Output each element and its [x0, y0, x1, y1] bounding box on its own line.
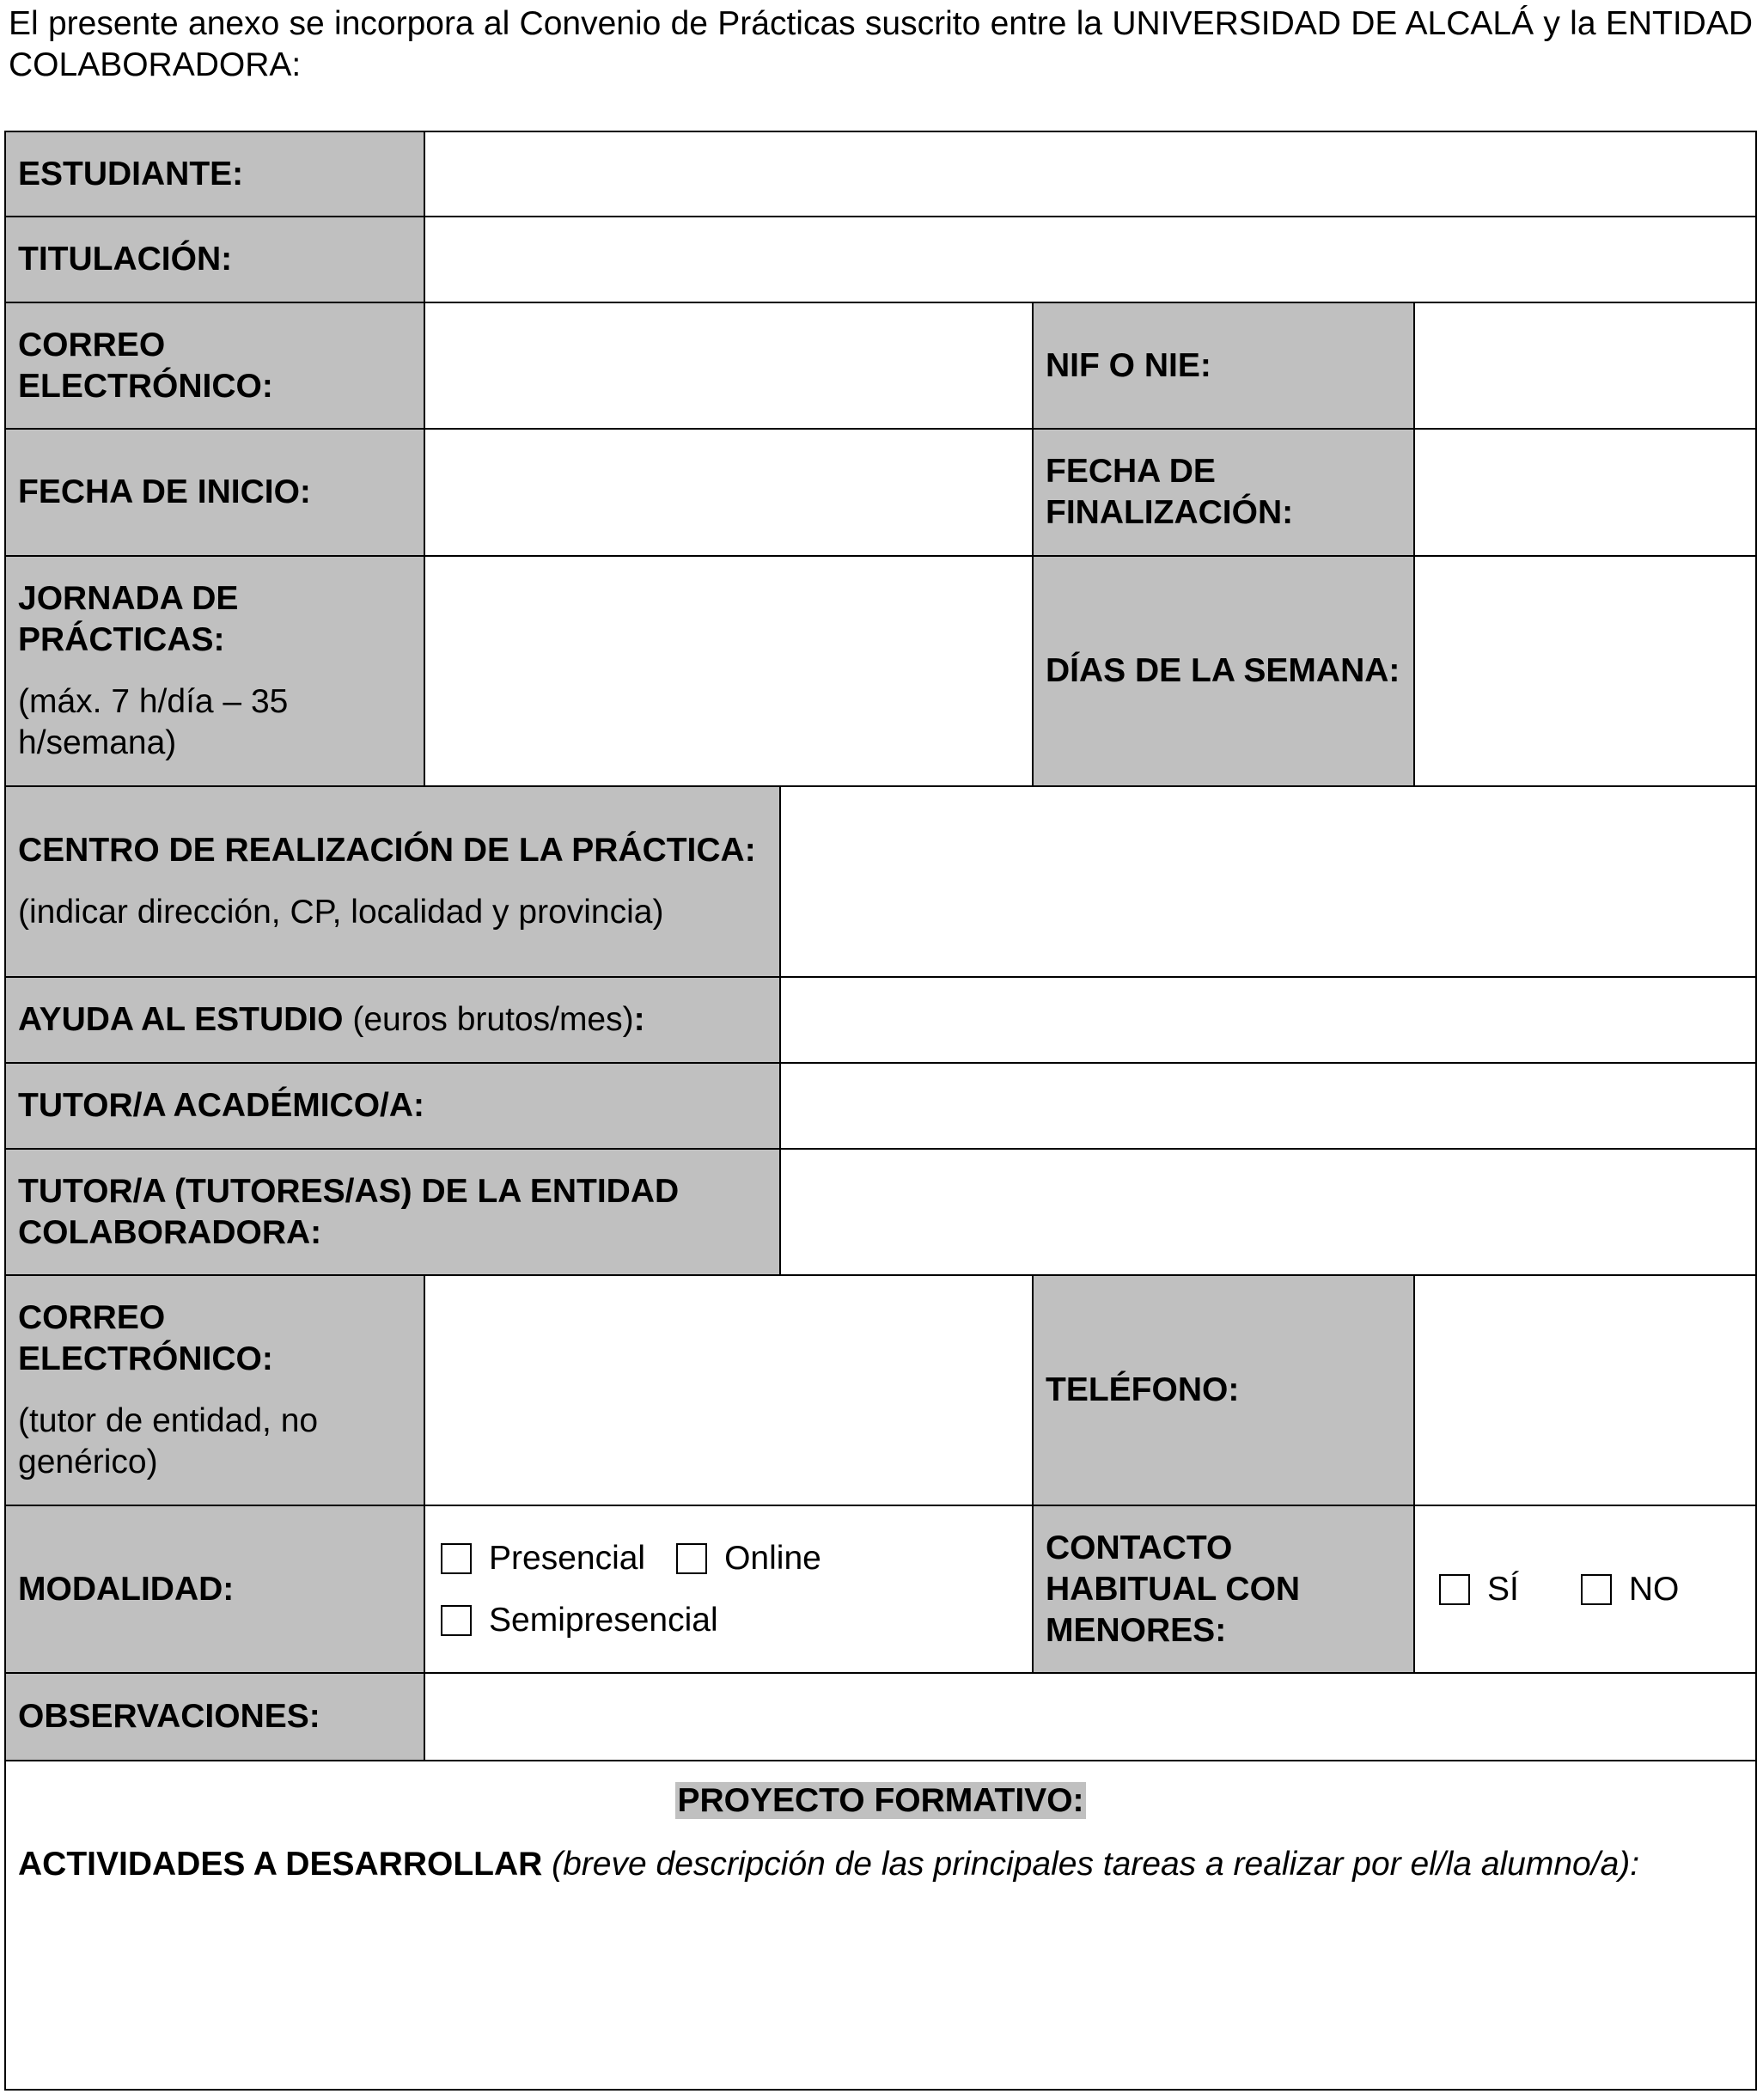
label-correo-tutor-text: CORREO ELECTRÓNICO:	[18, 1299, 273, 1377]
label-estudiante	[4, 131, 425, 217]
label-tutor-entidad	[4, 1148, 781, 1276]
label-fecha-inicio	[4, 428, 425, 557]
label-titulacion-text: TITULACIÓN:	[18, 241, 233, 278]
label-correo-tutor-note: (tutor de entidad, no genérico)	[18, 1402, 319, 1480]
option-si-label: SÍ	[1487, 1570, 1519, 1608]
label-telefono	[1032, 1274, 1415, 1506]
label-fecha-fin-text: FECHA DE FINALIZACIÓN:	[1046, 453, 1294, 531]
field-titulacion[interactable]	[424, 216, 1757, 303]
field-jornada[interactable]	[424, 555, 1034, 787]
label-estudiante-text: ESTUDIANTE:	[18, 155, 244, 192]
modalidad-options	[424, 1505, 1034, 1674]
label-contacto-text: CONTACTO HABITUAL CON MENORES:	[1046, 1529, 1301, 1649]
label-ayuda-colon: :	[633, 1001, 645, 1038]
field-correo-tutor[interactable]	[424, 1274, 1034, 1506]
field-tutor-academico[interactable]	[779, 1062, 1757, 1150]
label-nif-text: NIF O NIE:	[1046, 346, 1211, 384]
intro-paragraph: El presente anexo se incorpora al Convenio de Prácticas suscrito entre la UNIVERSIDAD DE ALCALÁ y la ENTIDAD COLABORADORA:	[9, 5, 1753, 83]
label-centro-text: CENTRO DE REALIZACIÓN DE LA PRÁCTICA:	[18, 832, 756, 869]
checkbox-online[interactable]	[676, 1543, 707, 1574]
label-correo	[4, 302, 425, 430]
label-titulacion	[4, 216, 425, 303]
option-si[interactable]	[1439, 1569, 1519, 1610]
option-presencial-label: Presencial	[489, 1539, 646, 1577]
label-tutor-academico	[4, 1062, 781, 1150]
label-fecha-fin	[1032, 428, 1415, 557]
checkbox-semipresencial[interactable]	[441, 1605, 472, 1636]
option-online[interactable]	[676, 1538, 821, 1579]
field-fecha-fin[interactable]	[1413, 428, 1757, 557]
label-nif	[1032, 302, 1415, 430]
label-correo-tutor	[4, 1274, 425, 1506]
checkbox-presencial[interactable]	[441, 1543, 472, 1574]
modalidad-row-1	[441, 1528, 1020, 1590]
label-dias	[1032, 555, 1415, 787]
label-dias-text: DÍAS DE LA SEMANA:	[1046, 652, 1400, 689]
label-modalidad-text: MODALIDAD:	[18, 1570, 235, 1608]
checkbox-si[interactable]	[1439, 1574, 1470, 1605]
label-centro	[4, 785, 781, 978]
label-modalidad	[4, 1505, 425, 1674]
proyecto-formativo-title-text: PROYECTO FORMATIVO:	[677, 1782, 1084, 1819]
label-telefono-text: TELÉFONO:	[1046, 1371, 1240, 1408]
contacto-row	[1439, 1559, 1743, 1621]
label-jornada-text: JORNADA DE PRÁCTICAS:	[18, 580, 239, 658]
field-tutor-entidad[interactable]	[779, 1148, 1757, 1276]
option-online-label: Online	[724, 1539, 821, 1577]
label-correo-text: CORREO ELECTRÓNICO:	[18, 326, 273, 405]
label-ayuda-note: (euros brutos/mes)	[343, 1001, 634, 1038]
label-observaciones	[4, 1672, 425, 1761]
proyecto-formativo-section[interactable]	[4, 1760, 1757, 2091]
actividades-label	[18, 1844, 1702, 1885]
actividades-bold: ACTIVIDADES A DESARROLLAR	[18, 1846, 543, 1883]
option-semipresencial-label: Semipresencial	[489, 1601, 718, 1639]
option-no-label: NO	[1628, 1570, 1680, 1608]
label-fecha-inicio-text: FECHA DE INICIO:	[18, 473, 311, 510]
label-jornada	[4, 555, 425, 787]
field-nif[interactable]	[1413, 302, 1757, 430]
field-fecha-inicio[interactable]	[424, 428, 1034, 557]
label-contacto	[1032, 1505, 1415, 1674]
label-centro-note: (indicar dirección, CP, localidad y provincia)	[18, 894, 664, 931]
actividades-note: (breve descripción de las principales tareas a realizar por el/la alumno/a):	[542, 1846, 1640, 1883]
label-tutor-entidad-text: TUTOR/A (TUTORES/AS) DE LA ENTIDAD COLABORADORA:	[18, 1172, 680, 1251]
field-estudiante[interactable]	[424, 131, 1757, 217]
option-semipresencial[interactable]	[441, 1600, 718, 1641]
label-ayuda	[4, 976, 781, 1064]
field-telefono[interactable]	[1413, 1274, 1757, 1506]
label-ayuda-line	[18, 999, 767, 1041]
contacto-options	[1413, 1505, 1757, 1674]
option-presencial[interactable]	[441, 1538, 645, 1579]
label-observaciones-text: OBSERVACIONES:	[18, 1698, 320, 1735]
checkbox-no[interactable]	[1581, 1574, 1612, 1605]
label-tutor-academico-text: TUTOR/A ACADÉMICO/A:	[18, 1087, 425, 1124]
label-ayuda-bold: AYUDA AL ESTUDIO	[18, 1001, 344, 1038]
field-dias[interactable]	[1413, 555, 1757, 787]
field-ayuda[interactable]	[779, 976, 1757, 1064]
modalidad-row-2	[441, 1590, 1020, 1651]
label-jornada-note: (máx. 7 h/día – 35 h/semana)	[18, 683, 289, 761]
field-correo[interactable]	[424, 302, 1034, 430]
proyecto-formativo-title	[6, 1780, 1755, 1822]
field-observaciones[interactable]	[424, 1672, 1757, 1761]
field-centro[interactable]	[779, 785, 1757, 978]
option-no[interactable]	[1581, 1569, 1680, 1610]
